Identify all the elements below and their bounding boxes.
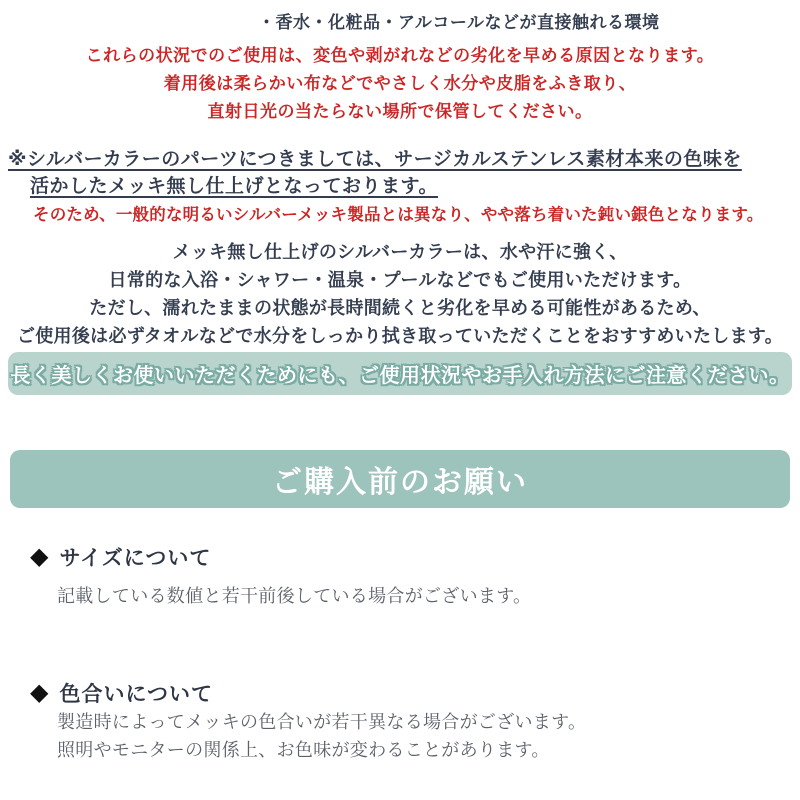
section-title-size-label: サイズについて	[59, 547, 212, 570]
caution-line: これらの状況でのご使用は、変色や剥がれなどの劣化を早める原因となります。	[85, 46, 715, 65]
care-paragraph-line: メッキ無し仕上げのシルバーカラーは、水や汗に強く、	[172, 242, 628, 262]
care-reminder-banner-text: 長く美しくお使いいただくためにも、ご使用状況やお手入れ方法にご注意ください。	[10, 365, 790, 387]
silver-finish-red-note: そのため、一般的な明るいシルバーメッキ製品とは異なり、やや落ち着いた鈍い銀色となります。	[33, 206, 764, 224]
caution-line: 着用後は柔らかい布などでやさしく水分や皮脂をふき取り、	[163, 74, 637, 93]
care-reminder-banner	[8, 352, 792, 395]
diamond-icon: ◆	[30, 543, 50, 570]
pre-purchase-header-title: ご購入前のお願い	[272, 466, 528, 499]
section-body-size	[57, 582, 531, 610]
silver-finish-heading	[8, 146, 792, 200]
section-title-color	[30, 678, 213, 708]
section-body-color	[57, 708, 586, 764]
section-title-size	[30, 542, 211, 572]
care-paragraph-line: ご使用後は必ずタオルなどで水分をしっかり拭き取っていただくことをおすすめいたします。	[16, 326, 784, 346]
diamond-icon: ◆	[30, 679, 50, 706]
section-body-line: 記載している数値と若干前後している場合がございます。	[57, 586, 532, 606]
section-body-line: 照明やモニターの関係上、お色味が変わることがあります。	[57, 740, 550, 760]
caution-text-block	[0, 42, 800, 126]
care-paragraph-line: ただし、濡れたままの状態が長時間続くと劣化を早める可能性があるため、	[89, 298, 711, 318]
care-paragraph-line: 日常的な入浴・シャワー・温泉・プールなどでもご使用いただけます。	[108, 270, 692, 290]
silver-heading-line: 活かしたメッキ無し仕上げとなっております。	[30, 176, 438, 197]
section-body-line: 製造時によってメッキの色合いが若干異なる場合がございます。	[57, 712, 587, 732]
caution-line: 直射日光の当たらない場所で保管してください。	[207, 102, 593, 121]
environment-list-item: ・香水・化粧品・アルコールなどが直接触れる環境	[258, 13, 660, 32]
section-title-color-label: 色合いについて	[59, 683, 214, 706]
silver-heading-line: ※シルバーカラーのパーツにつきましては、サージカルステンレス素材本来の色味を	[8, 149, 742, 170]
silver-care-paragraph	[0, 238, 800, 350]
pre-purchase-header-box	[10, 450, 790, 508]
